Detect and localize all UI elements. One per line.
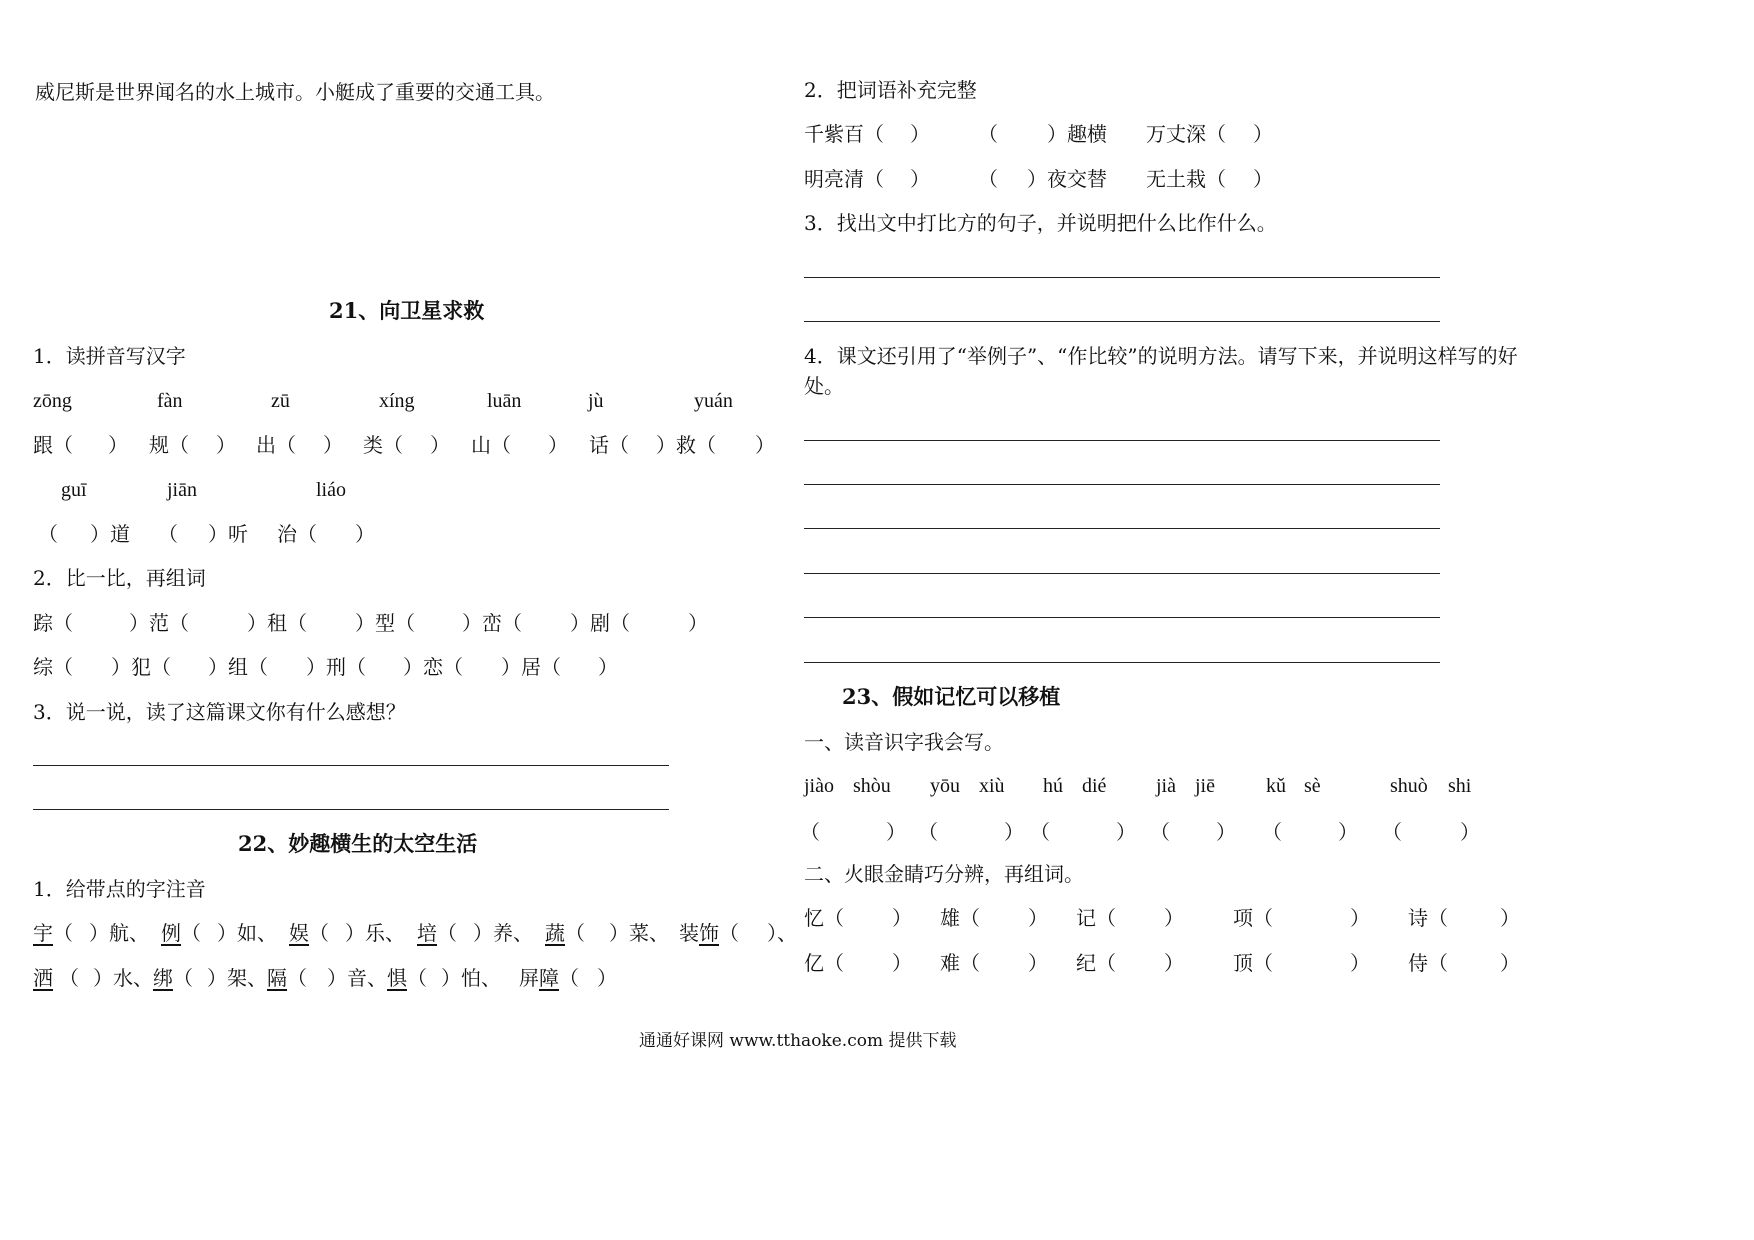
answer-blank[interactable]: 难（ <box>940 951 980 975</box>
answer-blank-close: ） <box>892 906 912 930</box>
pinyin-label: fàn <box>157 390 183 412</box>
answer-blank[interactable]: 明亮清（ <box>804 167 884 191</box>
pinyin-label: dié <box>1082 775 1107 797</box>
pinyin-label: yōu <box>930 775 960 797</box>
answer-line[interactable] <box>804 662 1440 663</box>
pinyin-label: kǔ <box>1266 775 1286 797</box>
pinyin-label: shi <box>1448 775 1472 797</box>
answer-blank[interactable]: 规（ <box>149 433 189 457</box>
answer-blank[interactable]: 类（ <box>363 433 403 457</box>
s21-question-3: 3．说一说，读了这篇课文你有什么感想？ <box>33 700 406 724</box>
dotted-char: 洒 <box>33 966 53 990</box>
suffix-text: ）养、 <box>473 921 533 945</box>
suffix-text: ）怕、 <box>441 966 501 990</box>
answer-blank[interactable]: （ <box>309 921 329 945</box>
pinyin-label: yuán <box>694 390 733 412</box>
dotted-char: 宇 <box>33 921 53 945</box>
answer-blank[interactable]: ）租（ <box>247 611 307 635</box>
answer-blank[interactable]: （ <box>565 921 585 945</box>
s21-question-1: 1．读拼音写汉字 <box>33 344 186 368</box>
answer-blank-close: ） <box>1350 906 1370 930</box>
suffix-text: ）水、 <box>93 966 153 990</box>
plain-char: 装 <box>679 921 699 945</box>
answer-blank-close: ） <box>1164 906 1184 930</box>
dotted-char: 例 <box>161 921 181 945</box>
answer-blank-close: ） <box>216 433 236 457</box>
answer-blank[interactable]: （ <box>158 522 178 546</box>
dotted-char: 隔 <box>267 966 287 990</box>
answer-blank-close: ） <box>1253 122 1273 146</box>
answer-line[interactable] <box>804 484 1440 485</box>
answer-blank[interactable]: 话（ <box>589 433 629 457</box>
answer-blank[interactable]: 纪（ <box>1076 951 1116 975</box>
answer-blank[interactable]: （ <box>407 966 427 990</box>
answer-blank[interactable]: ）型（ <box>355 611 415 635</box>
pinyin-label: jià <box>1156 775 1176 797</box>
pinyin-label: sè <box>1304 775 1321 797</box>
pinyin-label: zōng <box>33 390 72 412</box>
answer-line[interactable] <box>804 321 1440 322</box>
pinyin-label: jiē <box>1195 775 1215 797</box>
answer-blank[interactable]: （ <box>1030 820 1050 844</box>
pinyin-label: jù <box>588 390 604 412</box>
answer-blank[interactable]: 雄（ <box>940 906 980 930</box>
answer-blank-close: ） <box>910 122 930 146</box>
answer-blank[interactable]: ）趣横 <box>1047 122 1107 146</box>
answer-blank-close: ） <box>688 611 708 635</box>
answer-blank[interactable]: ）恋（ <box>403 655 463 679</box>
answer-line[interactable] <box>804 277 1440 278</box>
dotted-char: 惧 <box>387 966 407 990</box>
answer-line[interactable] <box>804 617 1440 618</box>
answer-blank[interactable]: （ <box>918 820 938 844</box>
suffix-text: ）乐、 <box>345 921 405 945</box>
pinyin-label: luān <box>487 390 522 412</box>
answer-blank-close: ） <box>430 433 450 457</box>
answer-blank-close: ） <box>597 966 617 990</box>
answer-blank[interactable]: （ <box>38 522 58 546</box>
answer-blank[interactable]: 千紫百（ <box>804 122 884 146</box>
suffix-text: ）菜、 <box>609 921 669 945</box>
answer-blank[interactable]: 踪（ <box>33 611 73 635</box>
answer-blank-close: ） <box>892 951 912 975</box>
answer-blank[interactable]: 万丈深（ <box>1146 122 1226 146</box>
intro-sentence: 威尼斯是世界闻名的水上城市。小艇成了重要的交通工具。 <box>35 80 555 104</box>
answer-blank[interactable]: （ <box>59 966 79 990</box>
answer-blank[interactable]: （ <box>173 966 193 990</box>
answer-blank[interactable]: 忆（ <box>804 906 844 930</box>
answer-blank-close: ） <box>355 522 375 546</box>
s23-part-1: 一、读音识字我会写。 <box>804 730 1004 754</box>
answer-blank-close: ） <box>548 433 568 457</box>
answer-blank[interactable]: ）组（ <box>208 655 268 679</box>
answer-blank[interactable]: （ <box>800 820 820 844</box>
dotted-char: 障 <box>539 966 559 990</box>
footer-source: 通通好课网 www.tthaoke.com 提供下载 <box>639 1031 957 1051</box>
pinyin-label: liáo <box>316 479 346 501</box>
answer-blank-close: ）听 <box>208 522 248 546</box>
answer-blank-close: ） <box>1500 951 1520 975</box>
dotted-char: 娱 <box>289 921 309 945</box>
answer-blank[interactable]: 出（ <box>256 433 296 457</box>
answer-blank-close: ）道 <box>90 522 130 546</box>
answer-blank[interactable]: 顶（ <box>1233 951 1273 975</box>
answer-blank[interactable]: 跟（ <box>33 433 73 457</box>
pinyin-label: jiān <box>167 479 197 501</box>
answer-blank[interactable]: 山（ <box>471 433 511 457</box>
answer-blank[interactable]: 侍（ <box>1408 951 1448 975</box>
section-21-title: 21、向卫星求救 <box>329 298 485 323</box>
answer-blank[interactable]: （ <box>719 921 739 945</box>
answer-blank[interactable]: 诗（ <box>1408 906 1448 930</box>
section-23-title: 23、假如记忆可以移植 <box>842 684 1061 709</box>
pinyin-label: shòu <box>853 775 891 797</box>
answer-blank[interactable]: ）犯（ <box>111 655 171 679</box>
answer-line[interactable] <box>804 440 1440 441</box>
answer-blank[interactable]: （ <box>1382 820 1402 844</box>
answer-blank[interactable]: ）剧（ <box>570 611 630 635</box>
pinyin-label: shuò <box>1390 775 1428 797</box>
answer-blank[interactable]: ）刑（ <box>306 655 366 679</box>
pinyin-label: xíng <box>379 390 415 412</box>
answer-blank[interactable]: （ <box>978 122 998 146</box>
answer-blank[interactable]: 记（ <box>1076 906 1116 930</box>
s22-question-1: 1．给带点的字注音 <box>33 877 206 901</box>
answer-blank-close: ） <box>1116 820 1136 844</box>
answer-blank[interactable]: （ <box>437 921 457 945</box>
dotted-char: 饰 <box>699 921 719 945</box>
answer-blank[interactable]: 项（ <box>1233 906 1273 930</box>
answer-blank-close: ） <box>1164 951 1184 975</box>
answer-blank[interactable]: 治（ <box>277 522 317 546</box>
pinyin-label: hú <box>1043 775 1063 797</box>
answer-line[interactable] <box>33 809 669 810</box>
suffix-text: ）航、 <box>89 921 149 945</box>
s23-part-2: 二、火眼金睛巧分辨，再组词。 <box>804 862 1084 886</box>
suffix-text: ）如、 <box>217 921 277 945</box>
answer-line[interactable] <box>804 573 1440 574</box>
answer-line[interactable] <box>33 765 669 766</box>
answer-blank-close: ） <box>1004 820 1024 844</box>
plain-char: 屏 <box>519 966 539 990</box>
r-question-3: 3．找出文中打比方的句子，并说明把什么比作什么。 <box>804 211 1277 235</box>
answer-blank-close: ） <box>598 655 618 679</box>
answer-blank-close: ） <box>1028 906 1048 930</box>
answer-blank[interactable]: ）峦（ <box>462 611 522 635</box>
pinyin-label: zū <box>271 390 290 412</box>
pinyin-label: xiù <box>979 775 1005 797</box>
answer-blank[interactable]: 亿（ <box>804 951 844 975</box>
answer-blank-close: ） <box>1253 167 1273 191</box>
answer-blank-close: ） <box>1216 820 1236 844</box>
answer-blank[interactable]: （ <box>1262 820 1282 844</box>
answer-blank[interactable]: （ <box>181 921 201 945</box>
answer-blank[interactable]: （ <box>978 167 998 191</box>
dotted-char: 蔬 <box>545 921 565 945</box>
answer-blank[interactable]: （ <box>287 966 307 990</box>
answer-blank-close: ） <box>1338 820 1358 844</box>
answer-blank-close: ） <box>755 433 775 457</box>
answer-blank-close: ） <box>323 433 343 457</box>
dotted-char: 培 <box>417 921 437 945</box>
answer-blank[interactable]: ）救（ <box>656 433 716 457</box>
suffix-text: ）音、 <box>327 966 387 990</box>
dotted-char-exercise-line-2 <box>33 965 617 991</box>
pinyin-label: jiào <box>804 775 834 797</box>
answer-blank-close: ） <box>108 433 128 457</box>
answer-blank-close: ） <box>1460 820 1480 844</box>
r-question-4-cont: 处。 <box>804 374 844 398</box>
dotted-char-exercise-line-1 <box>33 920 797 946</box>
answer-blank-close: ） <box>1028 951 1048 975</box>
r-question-4: 4．课文还引用了“举例子”、“作比较”的说明方法。请写下来，并说明这样写的好 <box>804 344 1518 368</box>
answer-blank[interactable]: （ <box>559 966 579 990</box>
answer-blank[interactable]: 无土栽（ <box>1146 167 1226 191</box>
section-22-title: 22、妙趣横生的太空生活 <box>238 831 478 856</box>
answer-blank[interactable]: （ <box>53 921 73 945</box>
answer-blank-close: ） <box>886 820 906 844</box>
s21-question-2: 2．比一比，再组词 <box>33 566 206 590</box>
answer-blank[interactable]: ）居（ <box>501 655 561 679</box>
answer-blank-close: ） <box>910 167 930 191</box>
answer-blank[interactable]: （ <box>1150 820 1170 844</box>
answer-blank-close: ） <box>1350 951 1370 975</box>
r-question-2: 2．把词语补充完整 <box>804 78 977 102</box>
answer-blank[interactable]: 综（ <box>33 655 73 679</box>
dotted-char: 绑 <box>153 966 173 990</box>
pinyin-label: guī <box>61 479 87 501</box>
answer-blank[interactable]: ）夜交替 <box>1027 167 1107 191</box>
suffix-text: ）架、 <box>207 966 267 990</box>
answer-line[interactable] <box>804 528 1440 529</box>
answer-blank-close: ） <box>1500 906 1520 930</box>
suffix-text: ）、 <box>767 921 797 945</box>
answer-blank[interactable]: ）范（ <box>129 611 189 635</box>
